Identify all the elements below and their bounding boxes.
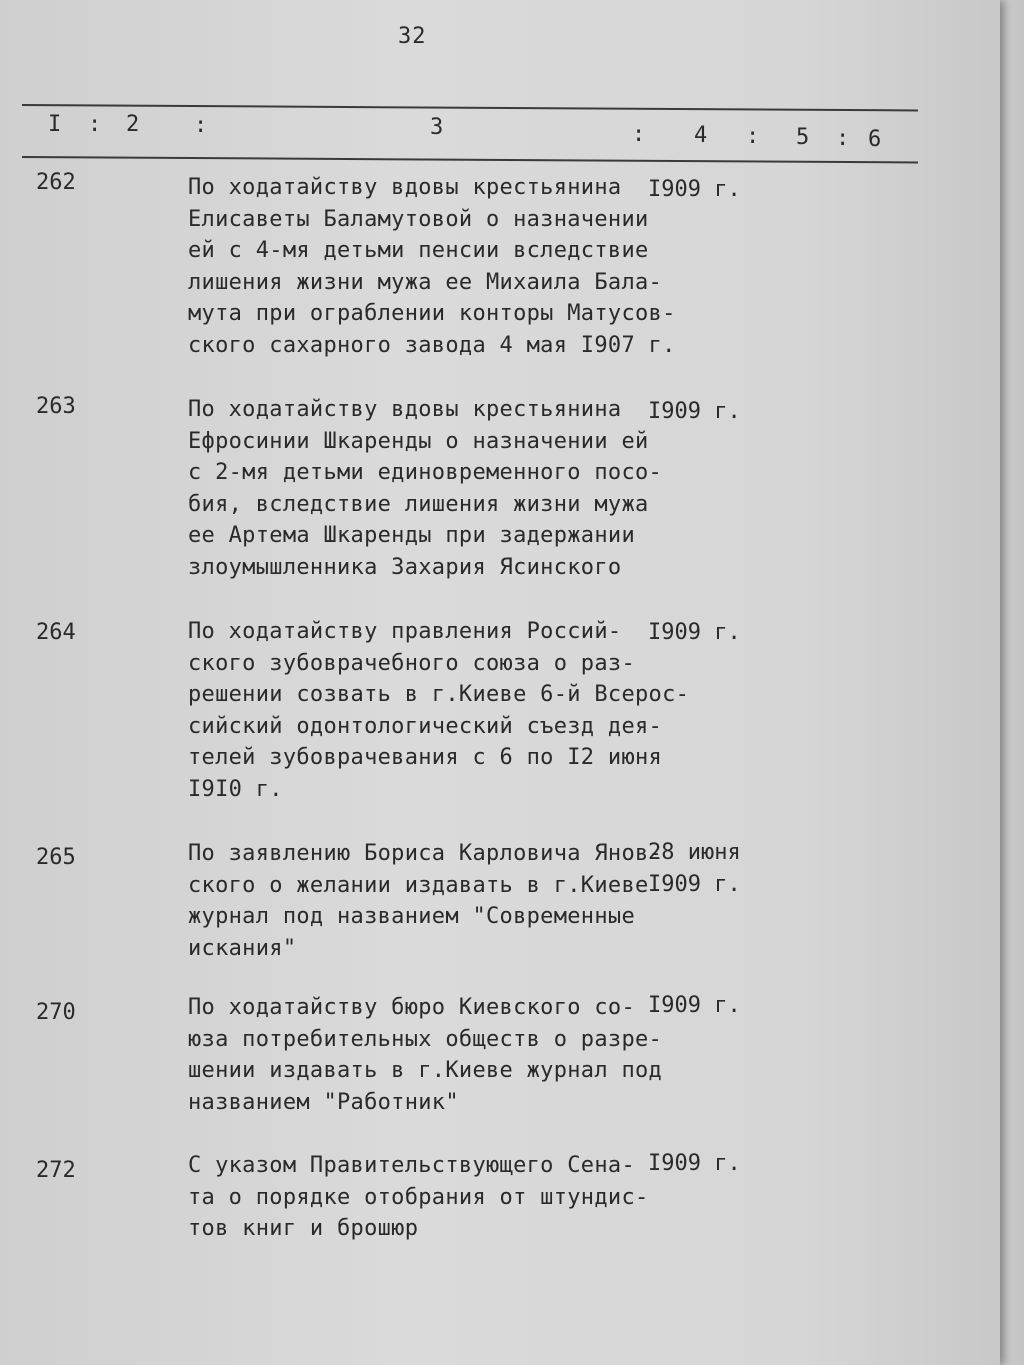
column-separator: : xyxy=(632,122,646,147)
entry-number: 265 xyxy=(36,845,76,870)
entry-date: I909 г. xyxy=(648,177,741,202)
entry-number: 262 xyxy=(36,170,76,195)
entry-number: 270 xyxy=(36,1000,76,1025)
entry-date: I909 г. xyxy=(648,993,741,1018)
entry-description: С указом Правительствующего Сена- та о порядке отобрания от штундис- тов книг и брошюр xyxy=(188,1153,649,1241)
column-header-4: 4 xyxy=(694,123,708,148)
entry-number: 264 xyxy=(36,620,76,645)
entry-date: I909 г. xyxy=(648,1151,741,1176)
entry-description: По ходатайству правления Россий- ского зубоврачебного союза о раз- решении созвать в г.Киеве 6-й Всерос- сийский одонтологический съезд дея- телей зубоврачевания с 6 по I2 июня I9I0 г. xyxy=(188,619,690,802)
entry-description: По ходатайству вдовы крестьянина Ефросинии Шкаренды о назначении ей с 2-мя детьми единовременного посо- бия, вследствие лишения жизни мужа ее Артема Шкаренды при задержании злоумышленника Захария Ясинского xyxy=(188,397,663,580)
entry-description: По ходатайству бюро Киевского со- юза потребительных обществ о разре- шении издавать в г.Киеве журнал под названием "Работник" xyxy=(188,995,663,1115)
entry-number: 263 xyxy=(36,394,76,419)
column-header-3: 3 xyxy=(430,115,444,140)
page-number: 32 xyxy=(398,24,427,49)
entry-date: I909 г. xyxy=(648,620,741,645)
column-header-6: 6 xyxy=(868,127,882,152)
header-rule-bottom xyxy=(22,156,918,163)
column-separator: : xyxy=(194,113,208,138)
entry-date: 28 июня I909 г. xyxy=(648,840,741,897)
column-header-5: 5 xyxy=(796,125,810,150)
column-header-2: 2 xyxy=(126,112,140,137)
entry-date: I909 г. xyxy=(648,399,741,424)
column-header-1: I xyxy=(48,112,62,137)
header-rule-top xyxy=(22,104,918,111)
entry-number: 272 xyxy=(36,1158,76,1183)
column-separator: : xyxy=(88,112,102,137)
column-separator: : xyxy=(836,126,850,151)
entry-description: По ходатайству вдовы крестьянина Елисаветы Баламутовой о назначении ей с 4-мя детьми пенсии вследствие лишения жизни мужа ее Михаила Бала- мута при ограблении конторы Матусов- ского сахарного завода 4 мая I907 г. xyxy=(188,175,676,358)
column-separator: : xyxy=(746,124,760,149)
entry-description: По заявлению Бориса Карловича Янов- ского о желании издавать в г.Киеве журнал под названием "Современные искания" xyxy=(188,841,663,961)
